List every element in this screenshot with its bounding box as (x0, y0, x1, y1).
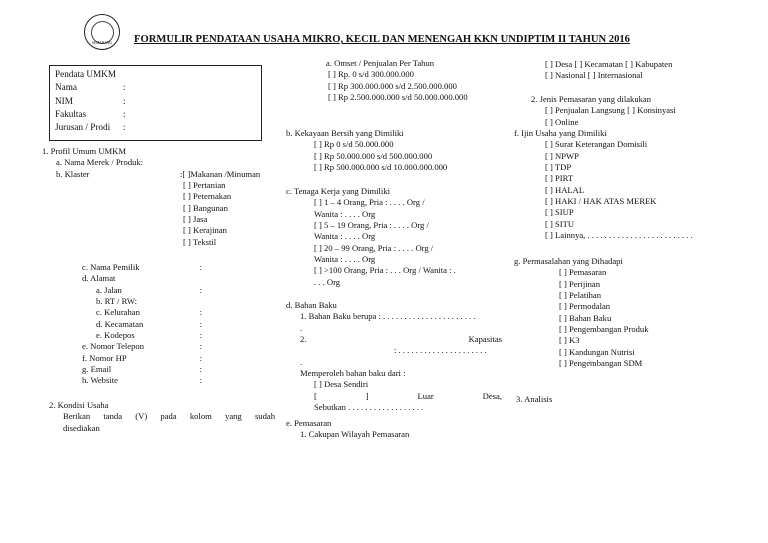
tk-option-1[interactable]: [ ] 1 – 4 Orang, Pria : . . . . Org / (314, 197, 425, 208)
kekayaan-option-3[interactable]: [ ] Rp 500.000.000 s/d 10.000.000.000 (314, 162, 448, 173)
wilayah-options (545, 59, 765, 82)
ijin-option-haki[interactable]: [ ] HAKI / HAK ATAS MEREK (545, 196, 657, 207)
tk-option-4-wanita: . . . Org (314, 276, 341, 287)
field-alamat: d. Alamat (82, 273, 116, 284)
ijin-option-tdp[interactable]: [ ] TDP (545, 162, 572, 173)
klaster-option-peternakan[interactable]: [ ] Peternakan (183, 191, 232, 202)
permasalahan-block (514, 256, 764, 369)
field-kecamatan[interactable]: d. Kecamatan : (96, 318, 202, 329)
pendata-field-fakultas[interactable]: Fakultas : (55, 109, 126, 120)
field-email[interactable]: g. Email : (82, 364, 202, 375)
ijin-option-domisili[interactable]: [ ] Surat Keterangan Domisili (545, 139, 648, 150)
ijin-option-halal[interactable]: [ ] HALAL (545, 184, 585, 195)
klaster-option-jasa[interactable]: [ ] Jasa (183, 214, 208, 225)
ijin-usaha-heading: f. Ijin Usaha yang Dimiliki (514, 128, 607, 138)
kekayaan-option-2[interactable]: [ ] Rp 50.000.000 s/d 500.000.000 (314, 150, 433, 161)
wilayah-row-1[interactable]: [ ] Desa [ ] Kecamatan [ ] Kabupaten (545, 59, 673, 69)
masalah-option-kandungan-nutrisi[interactable]: [ ] Kandungan Nutrisi (559, 346, 635, 357)
jenis-pemasaran-block (531, 94, 761, 128)
sumber-bahan-baku-label: Memperoleh bahan baku dari : (300, 368, 406, 379)
omset-option-3[interactable]: [ ] Rp 2.500.000.000 s/d 50.000.000.000 (328, 92, 468, 103)
ijin-usaha-block (514, 128, 764, 241)
masalah-option-k3[interactable]: [ ] K3 (559, 335, 580, 346)
kekayaan-heading: b. Kekayaan Bersih yang Dimiliki (286, 128, 404, 138)
field-nama-pemilik[interactable]: c. Nama Pemilik : (82, 262, 202, 272)
klaster-label: b. Klaster (56, 168, 90, 179)
masalah-option-pemasaran[interactable]: [ ] Pemasaran (559, 267, 607, 278)
klaster-block (42, 169, 274, 248)
ijin-option-lainnya[interactable]: [ ] Lainnya, . . . . . . . . . . . . . . . . . . . . . . . . . (545, 230, 693, 241)
field-nomor-hp[interactable]: f. Nomor HP : (82, 352, 202, 363)
jenis-pemasaran-heading: 2. Jenis Pemasaran yang dilakukan (531, 94, 652, 104)
jenis-option-online[interactable]: [ ] Online (545, 116, 579, 127)
pendata-field-jurusan[interactable]: Jurusan / Prodi : (55, 122, 126, 133)
jenis-option-row-1[interactable]: [ ] Penjualan Langsung [ ] Konsinyasi (545, 105, 676, 116)
kapasitas-row[interactable]: 2. Kapasitas (300, 334, 502, 345)
ijin-option-situ[interactable]: [ ] SITU (545, 218, 575, 229)
tenaga-kerja-block (286, 186, 506, 288)
tk-option-2[interactable]: [ ] 5 – 19 Orang, Pria : . . . . Org / (314, 220, 429, 231)
nama-merek-label: a. Nama Merek / Produk: (56, 157, 144, 168)
omset-option-2[interactable]: [ ] Rp 300.000.000 s/d 2.500.000.000 (328, 80, 457, 91)
bahan-baku-heading: d. Bahan Baku (286, 300, 337, 310)
masalah-option-pengembangan-produk[interactable]: [ ] Pengembangan Produk (559, 324, 649, 335)
masalah-option-permodalan[interactable]: [ ] Permodalan (559, 301, 611, 312)
section-3-heading: 3. Analisis (516, 394, 553, 404)
university-seal-logo (84, 14, 120, 50)
klaster-option-pertanian[interactable]: [ ] Pertanian (183, 180, 226, 191)
kapasitas-end: . (300, 356, 303, 367)
section-2-heading: 2. Kondisi Usaha (49, 400, 109, 410)
kondisi-instruction-line2: disediakan (63, 422, 100, 433)
sumber-option-luar-desa[interactable]: [ ] Luar Desa, (314, 390, 502, 401)
omset-heading: a. Omset / Penjualan Per Tahun (326, 58, 435, 68)
sumber-option-desa-sendiri[interactable]: [ ] Desa Sendiri (314, 379, 369, 390)
ijin-option-pirt[interactable]: [ ] PIRT (545, 173, 574, 184)
kondisi-usaha-block (49, 400, 275, 434)
klaster-option-bangunan[interactable]: [ ] Bangunan (183, 202, 228, 213)
kekayaan-block (286, 128, 506, 173)
ijin-option-npwp[interactable]: [ ] NPWP (545, 150, 579, 161)
pendata-field-nama[interactable]: Nama : (55, 82, 126, 93)
tk-option-3-wanita: Wanita : . . . . Org (314, 254, 376, 265)
pemasaran-heading: e. Pemasaran (286, 418, 332, 428)
sumber-sebutkan[interactable]: Sebutkan . . . . . . . . . . . . . . . . . . (314, 402, 424, 413)
masalah-option-perijinan[interactable]: [ ] Perijinan (559, 278, 601, 289)
klaster-options (180, 169, 260, 248)
left-column (42, 146, 274, 248)
bahan-baku-block (286, 300, 506, 413)
omset-option-1[interactable]: [ ] Rp. 0 s/d 300.000.000 (328, 69, 414, 80)
section-1-heading: 1. Profil Umum UMKM (42, 146, 127, 156)
field-kodepos[interactable]: e. Kodepos : (96, 330, 202, 341)
klaster-option-kerajinan[interactable]: [ ] Kerajinan (183, 225, 227, 236)
kondisi-instruction-line1: Berikan tanda (V) pada kolom yang sudah (63, 411, 275, 422)
field-rt-rw[interactable]: b. RT / RW: (96, 296, 138, 307)
field-website[interactable]: h. Website : (82, 375, 202, 386)
permasalahan-heading: g. Permasalahan yang Dihadapi (514, 256, 623, 266)
tk-option-4[interactable]: [ ] >100 Orang, Pria : . . . Org / Wanita : . (314, 265, 456, 276)
wilayah-row-2[interactable]: [ ] Nasional [ ] Internasional (545, 70, 643, 81)
omset-block (326, 58, 511, 103)
bahan-baku-berupa-end: . (300, 322, 303, 333)
seal-text: SEMARANG (91, 41, 113, 45)
pendata-heading: Pendata UMKM (55, 69, 116, 79)
masalah-option-bahan-baku[interactable]: [ ] Bahan Baku (559, 312, 612, 323)
bahan-baku-berupa[interactable]: 1. Bahan Baku berupa : . . . . . . . . . . . . . . . . . . . . . . (300, 311, 476, 322)
klaster-option-makanan[interactable]: :[ ]Makanan /Minuman (180, 168, 261, 179)
analisis-block (516, 394, 716, 405)
tk-option-1-wanita: Wanita : . . . . Org (314, 208, 376, 219)
kekayaan-option-1[interactable]: [ ] Rp 0 s/d 50.000.000 (314, 139, 394, 150)
profil-fields (82, 262, 202, 387)
kapasitas-dots: : . . . . . . . . . . . . . . . . . . . . . (394, 345, 487, 356)
pendata-field-nim[interactable]: NIM : (55, 95, 126, 106)
cakupan-wilayah-label: 1. Cakupan Wilayah Pemasaran (300, 429, 410, 440)
pendata-box (49, 65, 262, 141)
field-nomor-telepon[interactable]: e. Nomor Telepon : (82, 341, 202, 352)
tenaga-kerja-heading: c. Tenaga Kerja yang Dimiliki (286, 186, 391, 196)
form-title: FORMULIR PENDATAAN USAHA MIKRO, KECIL DAN MENENGAH KKN UNDIPTIM II TAHUN 2016 (134, 34, 630, 45)
field-jalan[interactable]: a. Jalan : (96, 284, 202, 295)
field-kelurahan[interactable]: c. Kelurahan : (96, 307, 202, 318)
ijin-option-siup[interactable]: [ ] SIUP (545, 207, 574, 218)
tk-option-2-wanita: Wanita : . . . . Org (314, 231, 376, 242)
masalah-option-pengembangan-sdm[interactable]: [ ] Pengembangan SDM (559, 358, 643, 369)
tk-option-3[interactable]: [ ] 20 – 99 Orang, Pria : . . . . Org / (314, 242, 434, 253)
klaster-option-tekstil[interactable]: [ ] Tekstil (183, 236, 217, 247)
masalah-option-pelatihan[interactable]: [ ] Pelatihan (559, 290, 601, 301)
pemasaran-block (286, 418, 506, 441)
